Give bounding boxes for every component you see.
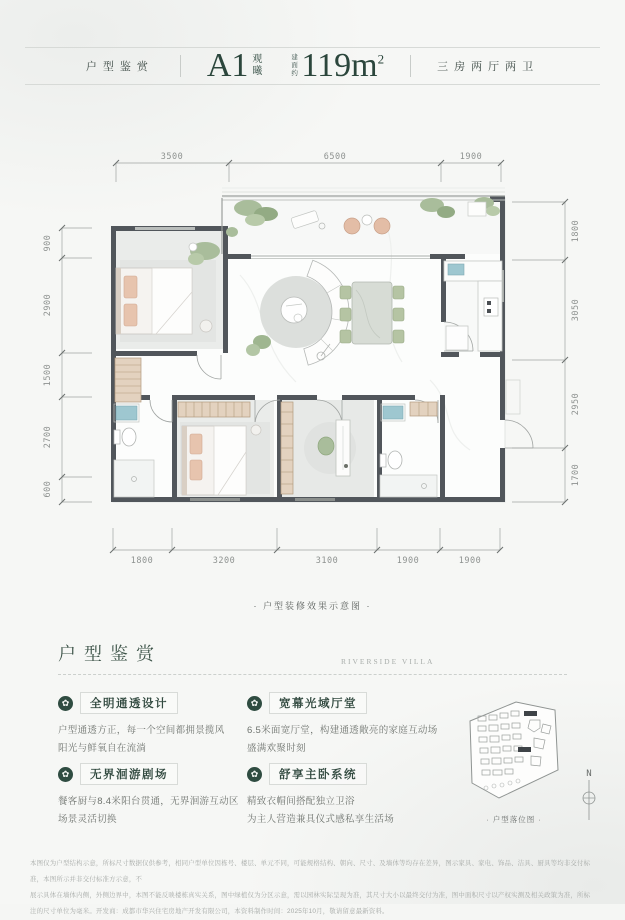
feature-title: 宽幕光域厅堂: [269, 692, 367, 714]
header-right-label: 三房两厅两卫: [437, 61, 540, 73]
feature-body: 户型通透方正，每一个空间都拥景揽风 阳光与鲜氧自在流淌: [58, 725, 225, 754]
plan-title: [207, 49, 384, 83]
header-divider-left: [180, 55, 181, 77]
dim-label: 3500: [160, 152, 184, 162]
feature-block-3: [58, 763, 248, 828]
dim-label: 1900: [396, 556, 420, 566]
feature-title: 无界洄游剧场: [80, 763, 178, 785]
dim-label: 6500: [323, 152, 347, 162]
north-compass-icon: [578, 766, 600, 824]
dim-label: 1800: [130, 556, 154, 566]
section-title: 户型鉴赏: [58, 644, 162, 664]
dim-label: 2900: [43, 293, 53, 317]
feature-title: 舒享主卧系统: [269, 763, 367, 785]
feature-body: 餐客厨与8.4米阳台贯通，无界洄游互动区 场景灵活切换: [58, 796, 239, 825]
dim-label: 3200: [212, 556, 236, 566]
feature-block-2: [247, 692, 447, 757]
dim-label: 3050: [571, 298, 581, 322]
header-divider-right: [410, 55, 411, 77]
rosette-icon: ✿: [247, 696, 262, 711]
dim-label: 3100: [315, 556, 339, 566]
dim-label: 1900: [459, 152, 483, 162]
feature-body: 6.5米面宽厅堂，构建通透敞亮的家庭互动场 盛满欢聚时刻: [247, 725, 438, 754]
svg-text:N: N: [586, 769, 592, 779]
site-map-caption: · 户型落位图 ·: [486, 815, 542, 824]
dim-label: 1800: [571, 219, 581, 243]
floor-plan: [0, 130, 625, 600]
site-location-map: [458, 694, 570, 812]
dim-label: 1700: [571, 463, 581, 487]
disclaimer-line-1: 本图仅为户型结构示意，所标尺寸数据仅供参考，相同户型单位因栋号、楼层、单元不同，可能规格结构、朝向、尺寸、及墙体等均存在差异，图示家具、家电、饰品、洁具、厨具等均非交付标准，本图所示并非交付标准方示意，不: [30, 860, 591, 884]
dim-label: 2700: [43, 425, 53, 449]
dim-label: 1500: [43, 363, 53, 387]
rosette-icon: ✿: [247, 767, 262, 782]
plan-name-vertical: 观曦: [252, 54, 263, 77]
dim-label: 900: [43, 234, 53, 252]
dining-area: [340, 282, 404, 344]
dim-label: 2950: [571, 392, 581, 416]
area-value: $119m^2$: [301, 47, 385, 84]
rosette-icon: ✿: [58, 767, 73, 782]
floor-plan-caption: · 户型装修效果示意图 ·: [253, 601, 372, 611]
dim-label: 1900: [458, 556, 482, 566]
feature-body: 精致衣帽间搭配独立卫浴 为主人营造兼具仪式感私享生活场: [247, 796, 395, 825]
feature-title: 全明通透设计: [80, 692, 178, 714]
header: [0, 48, 625, 84]
rosette-icon: ✿: [58, 696, 73, 711]
dim-label: 600: [43, 480, 53, 498]
header-bottom-rule: [25, 84, 600, 85]
feature-block-1: [58, 692, 248, 757]
section-subtitle: RIVERSIDE VILLA: [341, 657, 435, 666]
plan-area: [291, 49, 384, 83]
header-left-label: 户型鉴赏: [85, 61, 154, 73]
disclaimer: [30, 856, 595, 920]
plan-code: A1: [206, 47, 249, 84]
feature-block-4: [247, 763, 447, 828]
area-prefix-vertical: 建面约: [291, 53, 298, 78]
section-divider: [58, 674, 567, 675]
disclaimer-line-2: 展示具体在墙体内侧，外侧边界中，本图不能反映楼栋真实关系，图中绿植仅为分区示意，需以园林实际呈现为准，其尺寸大小以最终交付为准，图中面积尺寸以产权实测及相关政策为准，所标注的尺寸单位为毫米。开发商：成都市华兴住宅房地产开发有限公司，本资料制作时间：2025年10月，敬请留意最新资料。: [30, 892, 591, 916]
closet: [115, 358, 141, 402]
